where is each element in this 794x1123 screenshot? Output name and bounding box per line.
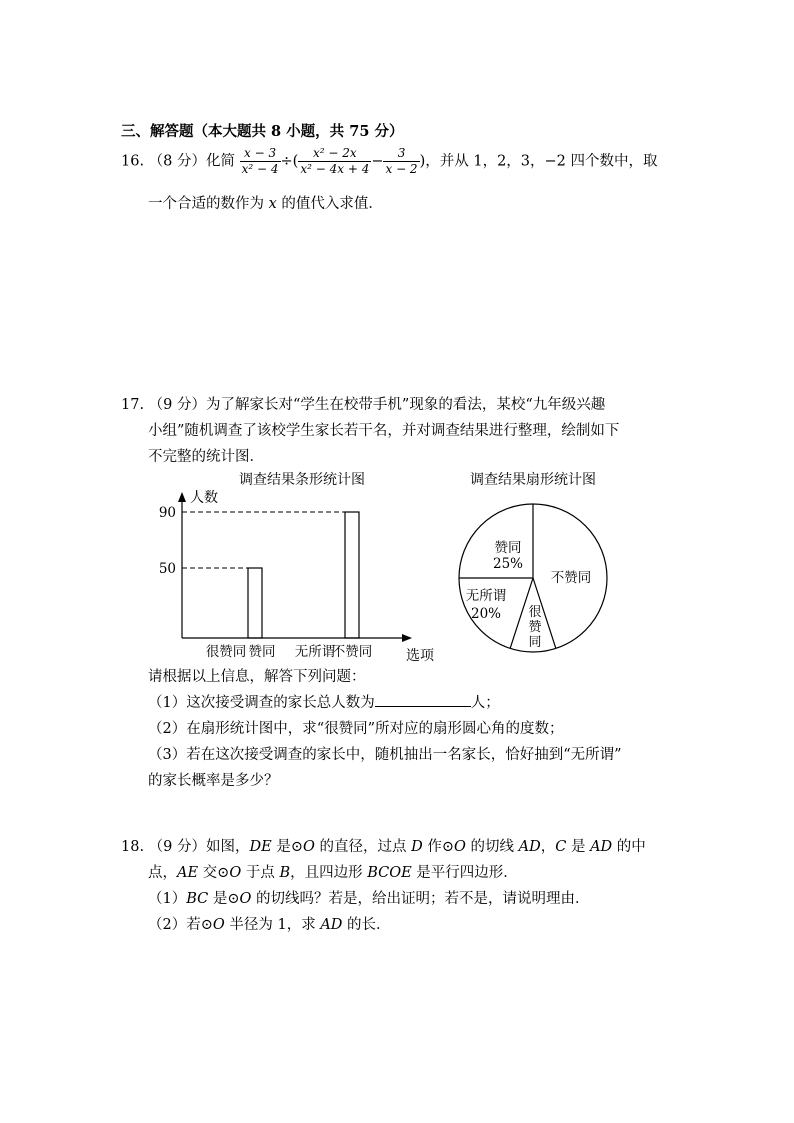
q17-line-1: （9 分）为了解家长对“学生在校带手机”现象的看法，某校“九年级兴趣 [148, 397, 606, 413]
q18-line2-part: O [229, 865, 242, 881]
q18-line1-part: AD [590, 839, 613, 855]
pie-slice-label: 同 [528, 635, 542, 650]
q18-sub2-part: （2）若⊙ [148, 917, 213, 933]
q18-line2-part: 交⊙ [198, 865, 230, 881]
q18-line1-part: 的中 [612, 839, 646, 855]
pie-slice-label: 不赞同 [550, 570, 592, 586]
x-tick-label: 赞同 [248, 644, 276, 660]
q16-text-after: ，并从 1，2，3，−2 四个数中，取 [425, 153, 658, 170]
q18-sub-1 [148, 886, 590, 912]
q17-after-chart: 请根据以上信息，解答下列问题： [148, 669, 366, 685]
q18-sub1-part: 是⊙ [208, 891, 240, 907]
question-16 [121, 146, 658, 177]
q17-line-3: 不完整的统计图． [148, 449, 264, 465]
q18-line1-part: 的直径，过点 [314, 839, 412, 855]
q18-line1-part: D [411, 839, 423, 855]
q18-line1-part: 作⊙ [422, 839, 455, 855]
bar-chart [159, 489, 435, 664]
q18-line1-part: 是⊙ [271, 839, 303, 855]
q18-line1-part: C [555, 839, 567, 855]
q16-number: 16. [121, 153, 145, 170]
q18-sub1-part: （1） [148, 891, 187, 907]
q17-number: 17. [121, 397, 145, 413]
q18-sub1-part: 的切线吗？若是，给出证明；若不是，请说明理由． [251, 891, 590, 907]
bar [248, 568, 262, 638]
q18-line1-part: AD [518, 839, 541, 855]
q17-sub-2: （2）在扇形统计图中，求“很赞同”所对应的扇形圆心角的度数； [148, 721, 564, 737]
q18-line2-part: BCOE [367, 865, 412, 881]
q18-number: 18. [121, 839, 145, 855]
q16-f2-numerator: x² − 2x [298, 146, 371, 162]
y-axis-arrow [178, 492, 186, 502]
statistics-charts [140, 462, 620, 667]
q16-f1-denominator: x² − 4 [241, 162, 279, 176]
q18-sub1-part: O [239, 891, 252, 907]
q18-sub1-part: BC [186, 891, 209, 907]
q16-divide: ÷( [280, 153, 299, 170]
x-tick-label: 无所谓 [294, 644, 336, 660]
q18-line1-part: ， [540, 839, 556, 855]
pie-chart-title: 调查结果扇形统计图 [470, 472, 596, 488]
q18-line1-part: （9 分）如图， [148, 839, 250, 855]
x-axis-label: 选项 [406, 648, 434, 664]
q18-line1-part: DE [249, 839, 272, 855]
q18-line2-part: 于点 [241, 865, 280, 881]
q16-fraction-1 [240, 146, 281, 177]
q18-line2-part: ，且四边形 [290, 865, 368, 881]
y-axis-label: 人数 [190, 490, 218, 506]
x-tick-label: 很赞同 [205, 644, 247, 660]
q16-f1-numerator: x − 3 [240, 146, 281, 162]
q18-sub2-part: O [212, 917, 225, 933]
q18-line2-part: 点， [148, 865, 177, 881]
pie-slice-percent: 25% [492, 556, 524, 572]
q18-sub2-part: 半径为 1，求 [224, 917, 321, 933]
q16-f3-denominator: x − 2 [385, 162, 418, 176]
q18-line-1 [149, 839, 646, 855]
q16-minus: − [371, 153, 384, 170]
y-tick-label: 90 [158, 505, 176, 521]
q18-line2-part: 是平行四边形． [411, 865, 518, 881]
q16-fraction-2 [298, 146, 371, 177]
pie-slice-label: 很 [528, 605, 542, 620]
question-17 [121, 392, 605, 418]
q16-line-2 [148, 192, 383, 213]
q16-f2-denominator: x² − 4x + 4 [300, 162, 370, 176]
y-tick-label: 50 [158, 561, 176, 577]
bar [345, 512, 359, 638]
q18-line2-part: B [279, 865, 291, 881]
q16-line2-a: 一个合适的数作为 [148, 196, 269, 212]
x-tick-label: 不赞同 [331, 644, 373, 660]
q16-close-paren: ) [419, 153, 426, 170]
pie-slice-label: 赞同 [494, 540, 522, 556]
bar-chart-title: 调查结果条形统计图 [239, 472, 365, 488]
q18-sub2-part: 的长． [342, 917, 391, 933]
q16-f3-numerator: 3 [383, 146, 419, 162]
q17-sub-3-line-1: （3）若在这次接受调查的家长中，随机抽出一名家长，恰好抽到“无所谓” [148, 747, 622, 763]
q18-line1-part: O [454, 839, 466, 855]
q16-fraction-3 [383, 146, 419, 177]
section-title: 三、解答题（本大题共 8 小题，共 75 分） [121, 123, 404, 140]
pie-chart [459, 504, 607, 652]
q18-line1-part: 是 [566, 839, 591, 855]
q16-var-x: x [268, 196, 277, 212]
x-axis-arrow [402, 634, 412, 642]
q16-line2-b: 的值代入求值． [276, 196, 383, 212]
q17-sub-3-line-2: 的家长概率是多少？ [148, 773, 279, 789]
q17-sub1-unit: 人； [470, 695, 500, 711]
pie-slice-label: 赞 [528, 620, 542, 635]
q18-line1-part: 的切线 [465, 839, 519, 855]
q17-sub-1 [148, 690, 500, 716]
q18-sub2-part: AD [320, 917, 343, 933]
q18-line-2 [148, 860, 518, 886]
answer-blank[interactable] [375, 692, 471, 707]
question-18 [121, 834, 646, 860]
q17-line-2: 小组”随机调查了该校学生家长若干名，并对调查结果进行整理，绘制如下 [148, 423, 620, 439]
q18-line2-part: AE [177, 865, 199, 881]
q16-score: （8 分）化简 [148, 153, 236, 170]
pie-slice-percent: 20% [470, 606, 502, 622]
q18-sub-2 [148, 912, 391, 938]
q18-line1-part: O [303, 839, 315, 855]
q17-sub1-text: （1）这次接受调查的家长总人数为 [148, 695, 375, 711]
pie-slice-label: 无所谓 [465, 588, 507, 604]
